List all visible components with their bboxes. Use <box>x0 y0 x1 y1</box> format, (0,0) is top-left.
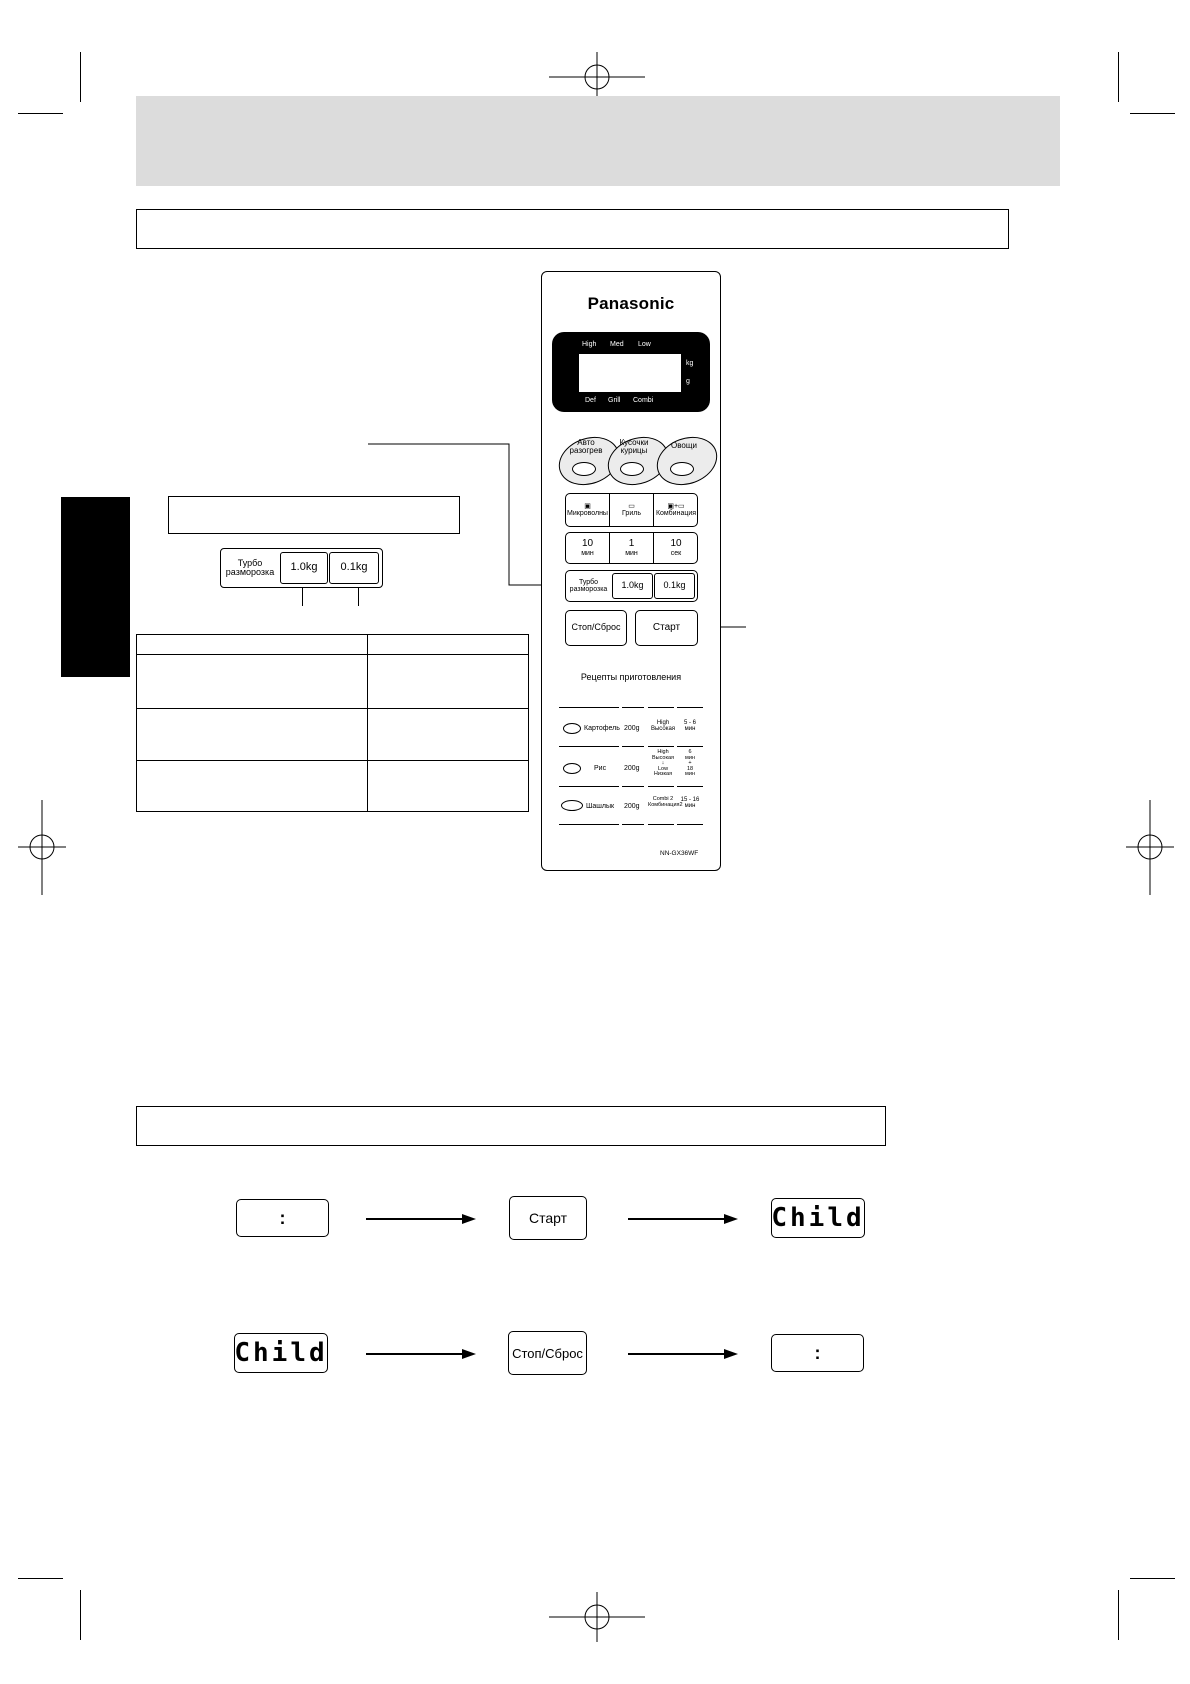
turbo-defrost-group <box>565 570 698 602</box>
stop-reset-label: Стоп/Сброс <box>571 622 621 633</box>
control-panel <box>541 271 721 871</box>
lcd-med: Med <box>610 341 624 348</box>
mode-row <box>565 493 698 527</box>
grill-button[interactable] <box>610 494 654 526</box>
microwave-label: Микроволны <box>567 510 608 517</box>
chicken-icon <box>620 462 644 476</box>
recipe-weight: 200g <box>624 765 640 772</box>
recipe-power: High Высокая ↓ Low Низкая <box>651 749 675 777</box>
turbo-label-line1: Турбо <box>237 557 263 568</box>
plate-icon <box>572 462 596 476</box>
10-sec-value: 10 <box>670 538 682 550</box>
display-colon: : <box>236 1199 329 1237</box>
turbo-label-line2: разморозка <box>225 567 275 577</box>
potato-icon <box>563 723 581 734</box>
arrow-head <box>462 1214 476 1224</box>
arrow <box>366 1353 466 1355</box>
recipe-weight: 200g <box>624 725 640 732</box>
1-min-value: 1 <box>628 538 635 550</box>
grill-icon: ▭ <box>628 502 635 510</box>
microwave-icon: ▣ <box>584 502 591 510</box>
vegetable-icon <box>670 462 694 476</box>
lcd-kg: kg <box>686 360 694 367</box>
lcd-grill: Grill <box>608 397 621 404</box>
stop-reset-button-step[interactable] <box>508 1331 587 1375</box>
display-child: Child <box>771 1198 865 1238</box>
start-button[interactable] <box>635 610 698 646</box>
recipe-name: Рис <box>594 765 607 772</box>
turbo-1kg-label: 1.0kg <box>290 561 318 574</box>
kebab-icon <box>561 800 583 811</box>
lcd-display <box>552 332 710 412</box>
lcd-window <box>579 354 681 392</box>
arrow <box>628 1218 728 1220</box>
microwave-button[interactable] <box>566 494 610 526</box>
10-min-unit: мин <box>581 549 594 557</box>
panel-1kg-button[interactable] <box>612 573 653 599</box>
arrow-head <box>462 1349 476 1359</box>
combination-icon: ▣+▭ <box>667 502 685 510</box>
10-min-button[interactable] <box>566 533 610 563</box>
arrow <box>366 1218 466 1220</box>
vegetables-button[interactable] <box>650 429 724 493</box>
panel-01kg-label: 0.1kg <box>663 580 686 591</box>
stop-reset-button[interactable] <box>565 610 627 646</box>
recipe-power: High Высокая <box>650 720 676 732</box>
vegetables-label: Овощи <box>671 441 697 450</box>
lcd-g: g <box>686 378 690 385</box>
lcd-high: High <box>582 341 597 348</box>
combination-label: Комбинация <box>655 510 697 517</box>
turbo-panel-label: Турбо разморозка <box>569 578 608 593</box>
panel-01kg-button[interactable] <box>654 573 695 599</box>
combination-button[interactable] <box>654 494 698 526</box>
auto-reheat-label: Авто разогрев <box>569 438 603 455</box>
recipe-power: Combi 2 Комбинация2 <box>648 796 683 808</box>
lcd-combi: Combi <box>633 397 654 404</box>
recipe-time: 5 - 6 мин <box>683 720 696 732</box>
recipes-title: Рецепты приготовления <box>580 672 682 682</box>
recipe-name: Шашлык <box>586 803 615 810</box>
lcd-def: Def <box>585 397 596 404</box>
arrow <box>628 1353 728 1355</box>
chicken-pieces-label: Кусочки курицы <box>619 438 649 455</box>
display-colon: : <box>771 1334 864 1372</box>
recipe-weight: 200g <box>624 803 640 810</box>
stop-step-label: Стоп/Сброс <box>512 1345 583 1361</box>
time-row <box>565 532 698 564</box>
recipe-time: 6 мин + 18 мин <box>685 749 695 777</box>
10-min-value: 10 <box>581 538 594 550</box>
10-sec-button[interactable] <box>654 533 698 563</box>
model-number: NN-GX36WF <box>660 850 699 857</box>
recipe-name: Картофель <box>584 725 620 732</box>
start-button-step[interactable] <box>509 1196 587 1240</box>
grill-label: Гриль <box>622 510 641 517</box>
start-label: Старт <box>652 621 681 633</box>
arrow-head <box>724 1214 738 1224</box>
1-min-unit: мин <box>625 549 638 557</box>
rice-icon <box>563 763 581 774</box>
1-min-button[interactable] <box>610 533 654 563</box>
brand-logo: Panasonic <box>587 294 675 313</box>
panel-1kg-label: 1.0kg <box>621 580 644 591</box>
lcd-low: Low <box>638 341 651 348</box>
display-child: Child <box>234 1333 328 1373</box>
start-step-label: Старт <box>528 1210 568 1226</box>
10-sec-unit: сек <box>670 549 682 557</box>
turbo-01kg-label: 0.1kg <box>340 561 368 574</box>
recipe-time: 15 - 16 мин <box>680 797 700 809</box>
arrow-head <box>724 1349 738 1359</box>
